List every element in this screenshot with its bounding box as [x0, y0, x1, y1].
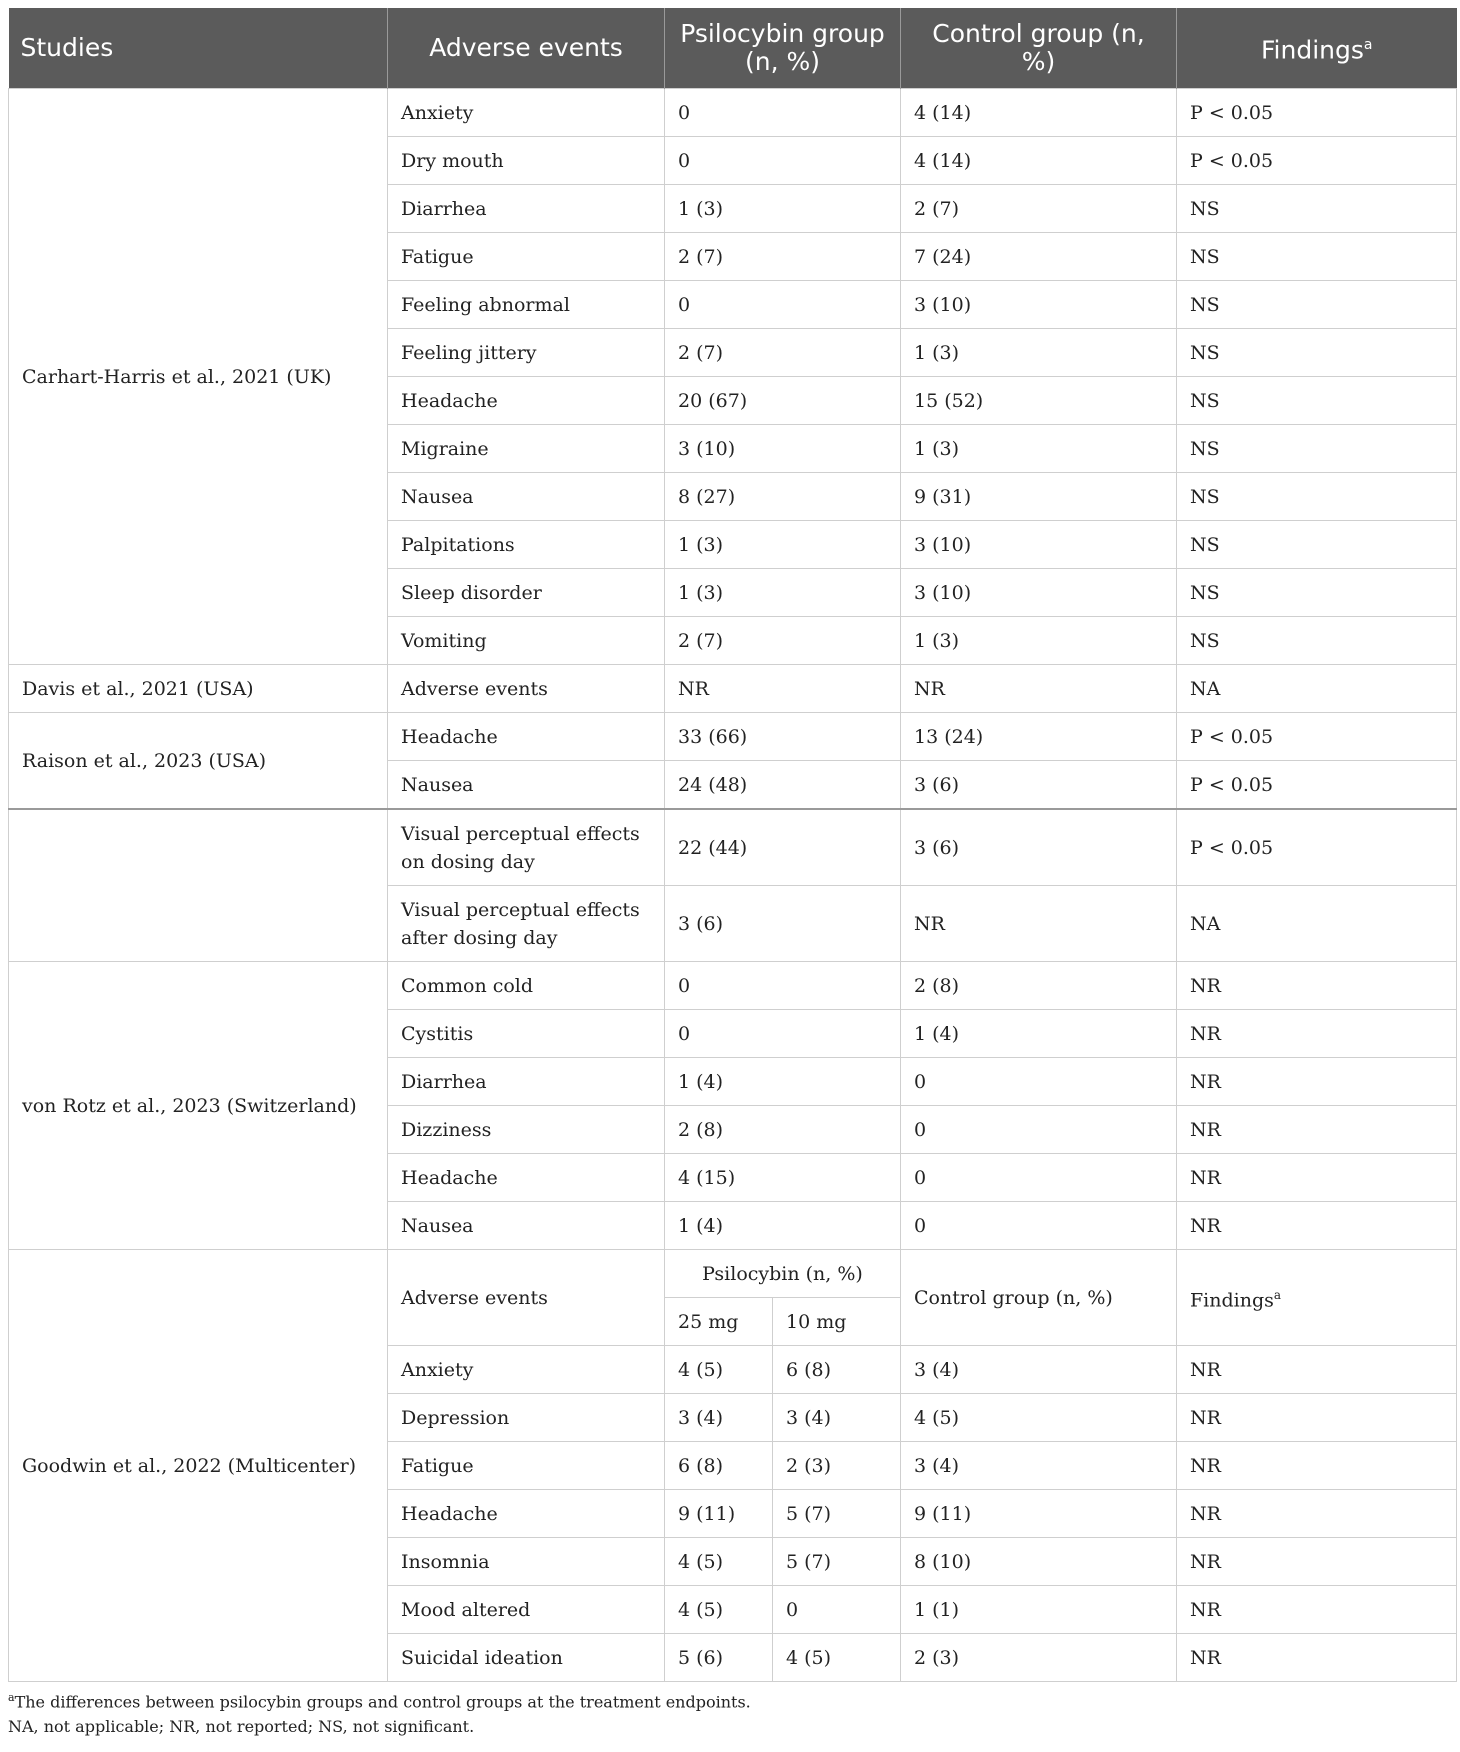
psilocybin-10mg-cell: 5 (7): [773, 1538, 901, 1586]
psilocybin-value-cell: 1 (4): [665, 1058, 901, 1106]
adverse-event-cell: Suicidal ideation: [388, 1634, 665, 1682]
finding-cell: NS: [1177, 617, 1457, 665]
adverse-event-cell: Nausea: [388, 761, 665, 810]
psilocybin-25mg-cell: 4 (5): [665, 1538, 773, 1586]
psilocybin-10mg-cell: 4 (5): [773, 1634, 901, 1682]
control-value-cell: 9 (31): [901, 473, 1177, 521]
psilocybin-10mg-cell: 3 (4): [773, 1394, 901, 1442]
adverse-event-cell: Dizziness: [388, 1106, 665, 1154]
psilocybin-10mg-cell: 5 (7): [773, 1490, 901, 1538]
psilocybin-value-cell: 0: [665, 1010, 901, 1058]
control-value-cell: 3 (10): [901, 569, 1177, 617]
psilocybin-value-cell: 2 (7): [665, 329, 901, 377]
adverse-event-cell: Diarrhea: [388, 185, 665, 233]
subheader-dose-25mg: 25 mg: [665, 1298, 773, 1346]
control-value-cell: 2 (3): [901, 1634, 1177, 1682]
adverse-event-cell: Dry mouth: [388, 137, 665, 185]
control-value-cell: 4 (14): [901, 89, 1177, 137]
header-findings-label: Findings: [1261, 35, 1364, 65]
psilocybin-value-cell: 0: [665, 962, 901, 1010]
adverse-event-cell: Nausea: [388, 1202, 665, 1250]
footnote-marker: a: [8, 1691, 15, 1704]
finding-cell: NS: [1177, 425, 1457, 473]
adverse-event-cell: Sleep disorder: [388, 569, 665, 617]
footnote-a-text: The differences between psilocybin groups and control groups at the treatment endpoints.: [14, 1692, 751, 1712]
subheader-dose-10mg: 10 mg: [773, 1298, 901, 1346]
finding-cell: NS: [1177, 329, 1457, 377]
table-row: [9, 665, 1457, 713]
adverse-event-cell: Migraine: [388, 425, 665, 473]
table-body: [9, 89, 1457, 1682]
control-value-cell: 3 (10): [901, 281, 1177, 329]
psilocybin-value-cell: 33 (66): [665, 713, 901, 761]
header-adverse-events: Adverse events: [388, 8, 665, 89]
adverse-event-cell: Mood altered: [388, 1586, 665, 1634]
psilocybin-25mg-cell: 3 (4): [665, 1394, 773, 1442]
psilocybin-value-cell: 1 (3): [665, 521, 901, 569]
control-value-cell: 4 (5): [901, 1394, 1177, 1442]
study-name-cell: Carhart-Harris et al., 2021 (UK): [9, 89, 388, 665]
psilocybin-10mg-cell: 6 (8): [773, 1346, 901, 1394]
finding-cell: NS: [1177, 377, 1457, 425]
adverse-event-cell: Visual perceptual effects after dosing day: [388, 886, 665, 962]
adverse-events-table: [8, 8, 1457, 1682]
adverse-event-cell: Insomnia: [388, 1538, 665, 1586]
header-findings: [1177, 8, 1457, 89]
control-value-cell: 1 (3): [901, 617, 1177, 665]
psilocybin-value-cell: 1 (4): [665, 1202, 901, 1250]
footnote-a: [8, 1685, 1456, 1714]
goodwin-subheader-row: [9, 1250, 1457, 1298]
finding-cell: NA: [1177, 886, 1457, 962]
finding-cell: NR: [1177, 1490, 1457, 1538]
psilocybin-value-cell: 0: [665, 89, 901, 137]
control-value-cell: 3 (4): [901, 1442, 1177, 1490]
finding-cell: P < 0.05: [1177, 137, 1457, 185]
control-value-cell: 4 (14): [901, 137, 1177, 185]
table-row: [9, 89, 1457, 137]
table-row: [9, 809, 1457, 886]
psilocybin-value-cell: 1 (3): [665, 569, 901, 617]
control-value-cell: 3 (6): [901, 761, 1177, 810]
finding-cell: P < 0.05: [1177, 761, 1457, 810]
adverse-event-cell: Headache: [388, 1490, 665, 1538]
finding-cell: NS: [1177, 569, 1457, 617]
finding-cell: P < 0.05: [1177, 89, 1457, 137]
footnote-marker: a: [1273, 1287, 1282, 1302]
subheader-findings: [1177, 1250, 1457, 1346]
psilocybin-value-cell: 24 (48): [665, 761, 901, 810]
psilocybin-25mg-cell: 4 (5): [665, 1586, 773, 1634]
adverse-event-cell: Visual perceptual effects on dosing day: [388, 809, 665, 886]
control-value-cell: 0: [901, 1058, 1177, 1106]
adverse-event-cell: Anxiety: [388, 89, 665, 137]
control-value-cell: 3 (10): [901, 521, 1177, 569]
psilocybin-value-cell: 22 (44): [665, 809, 901, 886]
control-value-cell: 1 (4): [901, 1010, 1177, 1058]
control-value-cell: 2 (8): [901, 962, 1177, 1010]
control-value-cell: 0: [901, 1202, 1177, 1250]
control-value-cell: 0: [901, 1154, 1177, 1202]
finding-cell: NS: [1177, 233, 1457, 281]
adverse-event-cell: Headache: [388, 713, 665, 761]
finding-cell: NR: [1177, 1202, 1457, 1250]
psilocybin-value-cell: 3 (6): [665, 886, 901, 962]
finding-cell: NS: [1177, 521, 1457, 569]
psilocybin-value-cell: 4 (15): [665, 1154, 901, 1202]
adverse-event-cell: Headache: [388, 1154, 665, 1202]
subheader-psilocybin: Psilocybin (n, %): [665, 1250, 901, 1298]
adverse-event-cell: Common cold: [388, 962, 665, 1010]
control-value-cell: 13 (24): [901, 713, 1177, 761]
subheader-findings-label: Findings: [1190, 1289, 1274, 1312]
header-control-group: Control group (n, %): [901, 8, 1177, 89]
finding-cell: NR: [1177, 1154, 1457, 1202]
finding-cell: NS: [1177, 281, 1457, 329]
control-value-cell: 8 (10): [901, 1538, 1177, 1586]
control-value-cell: 2 (7): [901, 185, 1177, 233]
control-value-cell: 1 (1): [901, 1586, 1177, 1634]
adverse-event-cell: Diarrhea: [388, 1058, 665, 1106]
control-value-cell: 15 (52): [901, 377, 1177, 425]
control-value-cell: 7 (24): [901, 233, 1177, 281]
header-psilocybin-group: Psilocybin group (n, %): [665, 8, 901, 89]
adverse-event-cell: Adverse events: [388, 665, 665, 713]
study-name-cell: Davis et al., 2021 (USA): [9, 665, 388, 713]
adverse-event-cell: Fatigue: [388, 233, 665, 281]
study-name-cell: von Rotz et al., 2023 (Switzerland): [9, 962, 388, 1250]
table-footnotes: [8, 1685, 1456, 1739]
study-name-cell: [9, 809, 388, 962]
subheader-control-group: Control group (n, %): [901, 1250, 1177, 1346]
psilocybin-25mg-cell: 4 (5): [665, 1346, 773, 1394]
adverse-event-cell: Anxiety: [388, 1346, 665, 1394]
control-value-cell: NR: [901, 886, 1177, 962]
finding-cell: P < 0.05: [1177, 713, 1457, 761]
study-name-cell: Goodwin et al., 2022 (Multicenter): [9, 1250, 388, 1682]
header-studies: Studies: [9, 8, 388, 89]
psilocybin-value-cell: 2 (8): [665, 1106, 901, 1154]
adverse-event-cell: Headache: [388, 377, 665, 425]
control-value-cell: NR: [901, 665, 1177, 713]
footnote-marker: a: [1363, 37, 1373, 54]
adverse-event-cell: Feeling jittery: [388, 329, 665, 377]
control-value-cell: 3 (4): [901, 1346, 1177, 1394]
psilocybin-25mg-cell: 5 (6): [665, 1634, 773, 1682]
psilocybin-value-cell: 2 (7): [665, 617, 901, 665]
adverse-event-cell: Vomiting: [388, 617, 665, 665]
psilocybin-value-cell: 3 (10): [665, 425, 901, 473]
table-row: [9, 713, 1457, 761]
finding-cell: NR: [1177, 1442, 1457, 1490]
psilocybin-25mg-cell: 6 (8): [665, 1442, 773, 1490]
adverse-event-cell: Nausea: [388, 473, 665, 521]
finding-cell: NR: [1177, 1010, 1457, 1058]
table-container: [8, 8, 1456, 1739]
finding-cell: P < 0.05: [1177, 809, 1457, 886]
finding-cell: NR: [1177, 1394, 1457, 1442]
finding-cell: NR: [1177, 1634, 1457, 1682]
adverse-event-cell: Palpitations: [388, 521, 665, 569]
finding-cell: NR: [1177, 1586, 1457, 1634]
control-value-cell: 1 (3): [901, 329, 1177, 377]
adverse-event-cell: Depression: [388, 1394, 665, 1442]
control-value-cell: 0: [901, 1106, 1177, 1154]
psilocybin-value-cell: 20 (67): [665, 377, 901, 425]
psilocybin-value-cell: 1 (3): [665, 185, 901, 233]
finding-cell: NS: [1177, 185, 1457, 233]
control-value-cell: 3 (6): [901, 809, 1177, 886]
psilocybin-10mg-cell: 0: [773, 1586, 901, 1634]
psilocybin-value-cell: 0: [665, 281, 901, 329]
finding-cell: NR: [1177, 1106, 1457, 1154]
psilocybin-value-cell: 2 (7): [665, 233, 901, 281]
subheader-adverse-events: Adverse events: [388, 1250, 665, 1346]
control-value-cell: 9 (11): [901, 1490, 1177, 1538]
finding-cell: NS: [1177, 473, 1457, 521]
footnote-abbreviations: NA, not applicable; NR, not reported; NS, not significant.: [8, 1717, 475, 1737]
study-name-cell: Raison et al., 2023 (USA): [9, 713, 388, 810]
adverse-event-cell: Feeling abnormal: [388, 281, 665, 329]
psilocybin-value-cell: NR: [665, 665, 901, 713]
finding-cell: NR: [1177, 1058, 1457, 1106]
control-value-cell: 1 (3): [901, 425, 1177, 473]
finding-cell: NA: [1177, 665, 1457, 713]
psilocybin-value-cell: 0: [665, 137, 901, 185]
psilocybin-25mg-cell: 9 (11): [665, 1490, 773, 1538]
psilocybin-value-cell: 8 (27): [665, 473, 901, 521]
finding-cell: NR: [1177, 1538, 1457, 1586]
table-row: [9, 962, 1457, 1010]
adverse-event-cell: Cystitis: [388, 1010, 665, 1058]
adverse-event-cell: Fatigue: [388, 1442, 665, 1490]
finding-cell: NR: [1177, 1346, 1457, 1394]
table-header-row: [9, 8, 1457, 89]
psilocybin-10mg-cell: 2 (3): [773, 1442, 901, 1490]
finding-cell: NR: [1177, 962, 1457, 1010]
